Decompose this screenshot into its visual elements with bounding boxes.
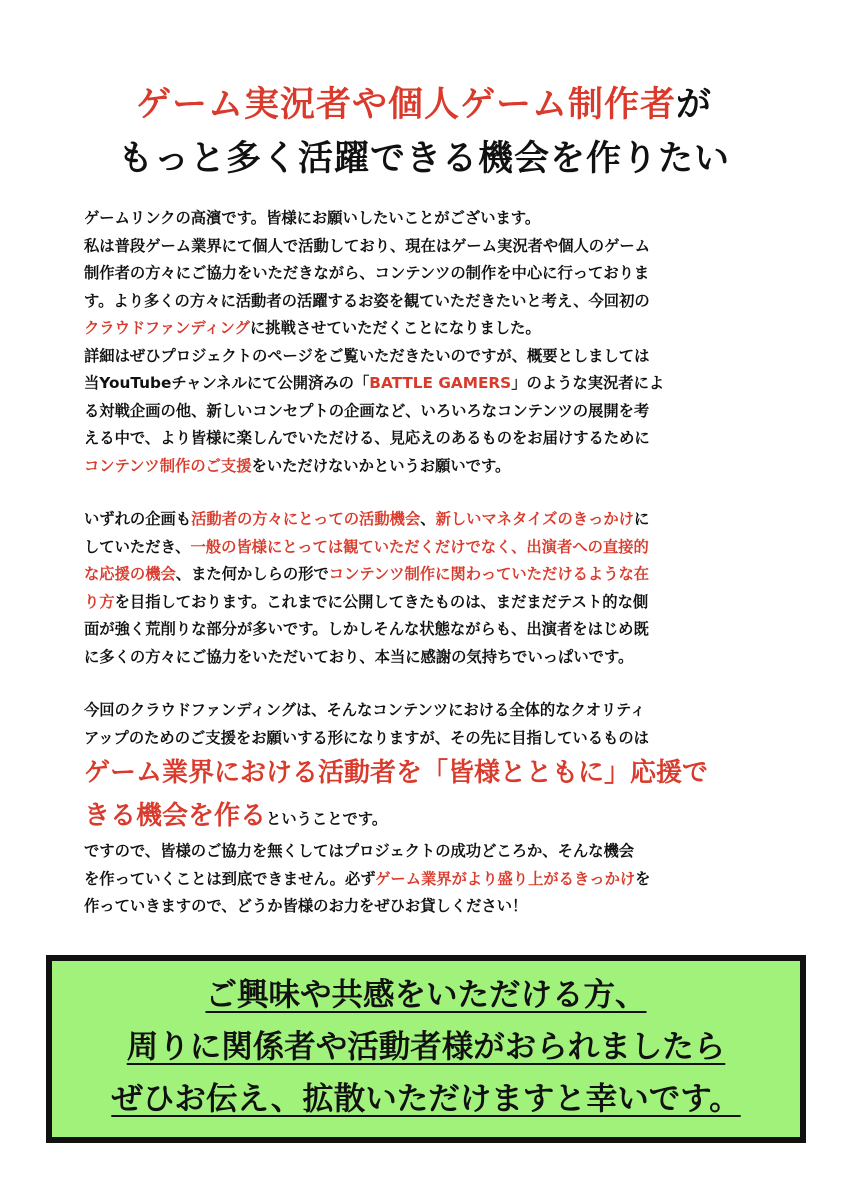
highlight-text: BATTLE GAMERS: [369, 374, 512, 392]
text-line: を作っていくことは到底できません。必ずゲーム業界がより盛り上がるきっかけを: [84, 869, 651, 888]
text-line: 当YouTubeチャンネルにて公開済みの「BATTLE GAMERS」のような実況者によ: [84, 374, 665, 392]
text-line: ゲームリンクの高濱です。皆様にお願いしたいことがございます。: [84, 209, 541, 227]
emphasis-line: ゲーム業界における活動者を「皆様とともに」応援で: [84, 758, 709, 788]
text-line: 制作者の方々にご協力をいただきながら、コンテンツの制作を中心に行っておりま: [84, 264, 650, 282]
emphasis-line: きる機会を作るということです。: [84, 801, 388, 831]
text-line: 詳細はぜひプロジェクトのページをご覧いただきたいのですが、概要としましては: [84, 346, 650, 365]
highlight-text: 活動者の方々にとっての活動機会: [191, 510, 421, 528]
text-line: える中で、より皆様に楽しんでいただける、見応えのあるものをお届けするために: [84, 429, 650, 447]
text-line: り方を目指しております。これまでに公開してきたものは、まだまだテスト的な側: [84, 592, 649, 611]
text-line: す。より多くの方々に活動者の活躍するお姿を観ていただきたいと考え、今回初の: [84, 291, 650, 310]
text-line: る対戦企画の他、新しいコンセプトの企画など、いろいろなコンテンツの展開を考: [84, 401, 650, 420]
title-line-1: ゲーム実況者や個人ゲーム制作者が: [135, 85, 713, 125]
highlight-text: 新しいマネタイズのきっかけ: [435, 510, 634, 528]
text-line: アップのためのご支援をお願いする形になりますが、その先に目指しているものは: [84, 728, 649, 747]
text-line: コンテンツ制作のご支援をいただけないかというお願いです。: [84, 456, 511, 475]
highlight-text: コンテンツ制作に関わっていただけるような在: [328, 565, 650, 583]
highlight-text: 一般の皆様にとっては観ていただくだけでなく、出演者への直接的: [190, 537, 649, 556]
page-title: [0, 78, 848, 186]
callout-line-3: ぜひお伝え、拡散いただけますと幸いです。: [111, 1081, 741, 1117]
text-line: ですので、皆様のご協力を無くしてはプロジェクトの成功どころか、そんな機会: [84, 842, 635, 860]
paragraph-gap: [84, 671, 774, 697]
title-line-2: もっと多く活躍できる機会を作りたい: [117, 139, 730, 179]
highlight-text: ゲーム業界がより盛り上がるきっかけ: [375, 869, 636, 888]
text-line: クラウドファンディングに挑戦させていただくことになりました。: [84, 319, 541, 337]
callout-line-2: 周りに関係者や活動者様がおられましたら: [126, 1029, 726, 1065]
title-highlight: ゲーム実況者や個人ゲーム制作者: [135, 85, 676, 125]
highlight-text: な応援の機会: [84, 565, 176, 583]
callout-line-1: ご興味や共感をいただける方、: [205, 977, 647, 1013]
paragraph-gap: [84, 480, 774, 506]
highlight-text: きる機会を作る: [84, 801, 267, 831]
text-line: 作っていきますので、どうか皆様のお力をぜひお貸しください！: [84, 897, 528, 915]
text-line: に多くの方々にご協力をいただいており、本当に感謝の気持ちでいっぱいです。: [84, 647, 634, 666]
highlight-text: り方: [84, 592, 115, 611]
text-line: いずれの企画も活動者の方々にとっての活動機会、新しいマネタイズのきっかけに: [84, 510, 650, 528]
text-line: な応援の機会、また何かしらの形でコンテンツ制作に関わっていただけるような在: [84, 565, 650, 583]
text-line: 今回のクラウドファンディングは、そんなコンテンツにおける全体的なクオリティ: [84, 701, 646, 719]
text-line: 私は普段ゲーム業界にて個人で活動しており、現在はゲーム実況者や個人のゲーム: [84, 236, 650, 255]
body-text: [84, 205, 774, 921]
text-line: 面が強く荒削りな部分が多いです。しかしそんな状態ながらも、出演者をはじめ既: [84, 620, 649, 638]
callout-box: [46, 955, 806, 1143]
text-line: していただき、一般の皆様にとっては観ていただくだけでなく、出演者への直接的: [84, 537, 649, 556]
highlight-text: クラウドファンディング: [84, 319, 250, 337]
highlight-text: コンテンツ制作のご支援: [84, 456, 252, 475]
